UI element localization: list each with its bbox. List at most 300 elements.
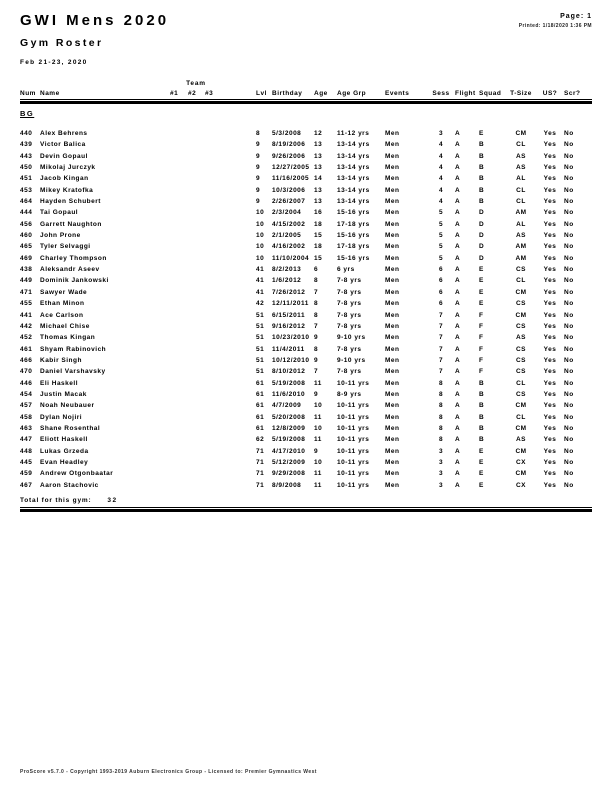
cell-num: 464 [20, 198, 33, 206]
cell-t1 [170, 402, 188, 413]
cell-tsize: AS [515, 334, 527, 342]
cell-t1 [170, 436, 188, 447]
cell-name: Tyler Selvaggi [40, 243, 91, 251]
cell-squad: E [479, 130, 484, 137]
cell-name: Noah Neubauer [40, 402, 95, 410]
cell-name: Kabir Singh [40, 356, 82, 364]
cell-scr: No [564, 130, 574, 137]
cell-agegrp: 9-10 yrs [337, 356, 366, 364]
cell-num: 470 [20, 368, 33, 376]
cell-events: Men [385, 186, 400, 194]
column-header-num: Num [20, 90, 36, 97]
cell-flight: A [455, 311, 461, 319]
cell-birthday: 11/16/2005 [272, 175, 310, 183]
cell-us: Yes [543, 458, 557, 466]
table-row [20, 391, 592, 402]
cell-squad: F [479, 368, 484, 376]
cell-tsize: AS [515, 436, 527, 444]
cell-tsize: CL [516, 277, 526, 285]
column-header-flight: Flight [455, 90, 476, 97]
printed-timestamp: Printed: 1/18/2020 1:36 PM [518, 23, 592, 29]
cell-tsize: CL [516, 379, 526, 387]
cell-flight: A [455, 481, 461, 489]
cell-sess: 8 [438, 402, 444, 410]
cell-sess: 4 [438, 186, 444, 194]
cell-events: Men [385, 232, 400, 240]
cell-num: 452 [20, 334, 33, 342]
cell-squad: B [479, 402, 485, 410]
cell-birthday: 5/20/2008 [272, 413, 306, 421]
event-date-range: Feb 21-23, 2020 [20, 59, 88, 66]
cell-t1 [170, 357, 188, 368]
gym-total-line [20, 497, 118, 504]
cell-birthday: 10/3/2006 [272, 186, 306, 194]
cell-sess: 4 [438, 198, 444, 206]
cell-birthday: 2/3/2004 [272, 209, 302, 217]
cell-t3 [205, 209, 256, 220]
cell-agegrp: 7-8 yrs [337, 345, 362, 353]
cell-birthday: 11/4/2011 [272, 345, 305, 353]
cell-sess: 3 [438, 481, 444, 489]
cell-events: Men [385, 288, 400, 296]
cell-name: Dominik Jankowski [40, 277, 109, 285]
cell-birthday: 8/19/2006 [272, 141, 306, 149]
cell-tsize: CS [515, 390, 527, 398]
cell-birthday: 4/17/2010 [272, 447, 306, 455]
cell-t1 [170, 334, 188, 345]
cell-agegrp: 13-14 yrs [337, 141, 370, 149]
cell-us: Yes [543, 232, 557, 240]
cell-lvl: 51 [256, 368, 265, 376]
cell-events: Men [385, 390, 400, 398]
cell-birthday: 8/10/2012 [272, 368, 306, 376]
column-header-birthday: Birthday [272, 90, 303, 97]
cell-tsize: CM [515, 311, 527, 319]
cell-name: Garrett Naughton [40, 220, 102, 228]
cell-lvl: 10 [256, 232, 265, 240]
cell-t2 [188, 459, 205, 470]
cell-tsize: CM [515, 402, 527, 410]
table-row [20, 334, 592, 345]
cell-name: Justin Macak [40, 390, 87, 398]
cell-agegrp: 10-11 yrs [337, 447, 370, 455]
cell-agegrp: 17-18 yrs [337, 243, 370, 251]
cell-events: Men [385, 243, 400, 251]
cell-lvl: 61 [256, 379, 265, 387]
cell-scr: No [564, 447, 574, 455]
cell-birthday: 4/16/2002 [272, 243, 306, 251]
cell-name: Tai Gopaul [40, 209, 79, 217]
cell-squad: B [479, 141, 485, 149]
cell-squad: B [479, 379, 485, 387]
cell-birthday: 10/23/2010 [272, 334, 310, 342]
cell-age: 11 [314, 481, 322, 489]
cell-squad: B [479, 164, 485, 172]
cell-lvl: 42 [256, 300, 265, 308]
cell-lvl: 61 [256, 413, 265, 421]
cell-flight: A [455, 458, 461, 466]
cell-tsize: AS [515, 164, 527, 172]
cell-squad: F [479, 334, 484, 342]
cell-name: Devin Gopaul [40, 152, 88, 160]
cell-lvl: 71 [256, 458, 265, 466]
cell-events: Men [385, 300, 400, 308]
table-row [20, 357, 592, 368]
column-header-agegrp: Age Grp [337, 90, 367, 97]
cell-scr: No [564, 209, 574, 217]
cell-t1 [170, 221, 188, 232]
cell-sess: 4 [438, 152, 444, 160]
cell-agegrp: 15-16 yrs [337, 232, 370, 240]
cell-name: Dylan Nojiri [40, 413, 83, 421]
cell-age: 8 [314, 277, 319, 285]
column-header-t3: #3 [205, 90, 214, 97]
cell-t2 [188, 436, 205, 447]
cell-lvl: 51 [256, 334, 265, 342]
cell-us: Yes [543, 368, 557, 376]
cell-age: 8 [314, 311, 319, 319]
cell-t2 [188, 425, 205, 436]
cell-flight: A [455, 288, 461, 296]
cell-name: Eli Haskell [40, 379, 79, 387]
gym-section-header: BG [20, 109, 35, 118]
cell-name: Shyam Rabinovich [40, 345, 107, 353]
cell-age: 13 [314, 164, 323, 172]
cell-sess: 8 [438, 424, 444, 432]
cell-events: Men [385, 413, 400, 421]
cell-squad: E [479, 470, 484, 478]
cell-age: 14 [314, 175, 323, 183]
cell-num: 469 [20, 254, 33, 262]
cell-t3 [205, 459, 256, 470]
cell-lvl: 10 [256, 243, 265, 251]
cell-us: Yes [543, 254, 557, 262]
cell-name: Eliott Haskell [40, 436, 88, 444]
cell-tsize: CX [515, 458, 527, 466]
cell-tsize: CL [516, 198, 526, 206]
cell-scr: No [564, 402, 574, 410]
cell-t2 [188, 266, 205, 277]
cell-age: 7 [314, 322, 319, 330]
cell-age: 18 [314, 220, 323, 228]
cell-scr: No [564, 334, 574, 342]
cell-us: Yes [543, 152, 557, 160]
cell-sess: 7 [438, 368, 444, 376]
column-header-age: Age [314, 90, 328, 97]
cell-us: Yes [543, 436, 557, 444]
cell-t3 [205, 266, 256, 277]
cell-lvl: 61 [256, 402, 265, 410]
cell-us: Yes [543, 402, 557, 410]
cell-birthday: 12/11/2011 [272, 300, 309, 308]
cell-flight: A [455, 141, 461, 149]
cell-age: 11 [314, 379, 322, 387]
cell-sess: 7 [438, 356, 444, 364]
cell-t3 [205, 334, 256, 345]
cell-scr: No [564, 186, 574, 194]
cell-t3 [205, 346, 256, 357]
cell-flight: A [455, 436, 461, 444]
cell-birthday: 8/9/2008 [272, 481, 302, 489]
cell-t2 [188, 221, 205, 232]
cell-num: 443 [20, 152, 33, 160]
cell-lvl: 71 [256, 470, 265, 478]
cell-num: 449 [20, 277, 33, 285]
cell-squad: D [479, 254, 485, 262]
cell-sess: 4 [438, 175, 444, 183]
cell-num: 466 [20, 356, 33, 364]
cell-flight: A [455, 130, 461, 137]
cell-sess: 8 [438, 379, 444, 387]
cell-squad: E [479, 481, 484, 489]
table-row [20, 482, 592, 493]
cell-birthday: 5/3/2008 [272, 130, 302, 137]
cell-num: 457 [20, 402, 33, 410]
cell-events: Men [385, 424, 400, 432]
cell-t3 [205, 141, 256, 152]
cell-name: Alex Behrens [40, 130, 88, 137]
cell-squad: E [479, 266, 484, 274]
table-row [20, 289, 592, 300]
cell-squad: B [479, 198, 485, 206]
team-column-group-header: Team [186, 80, 206, 87]
cell-t3 [205, 425, 256, 436]
cell-t3 [205, 300, 256, 311]
cell-birthday: 9/26/2006 [272, 152, 306, 160]
cell-us: Yes [543, 198, 557, 206]
cell-t2 [188, 334, 205, 345]
cell-lvl: 51 [256, 356, 265, 364]
cell-squad: B [479, 152, 485, 160]
cell-sess: 7 [438, 345, 444, 353]
cell-events: Men [385, 402, 400, 410]
cell-name: Charley Thompson [40, 254, 107, 262]
cell-squad: F [479, 311, 484, 319]
cell-age: 16 [314, 209, 323, 217]
cell-age: 9 [314, 390, 319, 398]
cell-sess: 3 [438, 447, 444, 455]
cell-us: Yes [543, 266, 557, 274]
cell-squad: E [479, 277, 484, 285]
cell-t3 [205, 255, 256, 266]
cell-events: Men [385, 470, 400, 478]
cell-num: 438 [20, 266, 33, 274]
cell-flight: A [455, 152, 461, 160]
cell-agegrp: 11-12 yrs [337, 130, 370, 137]
cell-t3 [205, 402, 256, 413]
cell-t2 [188, 187, 205, 198]
cell-us: Yes [543, 209, 557, 217]
table-row [20, 425, 592, 436]
cell-t1 [170, 346, 188, 357]
cell-t2 [188, 153, 205, 164]
cell-tsize: AM [515, 254, 527, 262]
cell-scr: No [564, 152, 574, 160]
cell-flight: A [455, 413, 461, 421]
cell-squad: D [479, 232, 485, 240]
cell-t3 [205, 368, 256, 379]
cell-num: 442 [20, 322, 33, 330]
cell-age: 18 [314, 243, 323, 251]
cell-t1 [170, 277, 188, 288]
cell-age: 13 [314, 186, 323, 194]
table-row [20, 380, 592, 391]
cell-name: Andrew Otgonbaatar [40, 470, 114, 478]
cell-us: Yes [543, 322, 557, 330]
cell-num: 439 [20, 141, 33, 149]
cell-agegrp: 7-8 yrs [337, 311, 362, 319]
cell-scr: No [564, 379, 574, 387]
cell-agegrp: 15-16 yrs [337, 254, 370, 262]
cell-scr: No [564, 220, 574, 228]
cell-name: John Prone [40, 232, 81, 240]
cell-t1 [170, 289, 188, 300]
cell-birthday: 2/1/2005 [272, 232, 302, 240]
cell-events: Men [385, 356, 400, 364]
cell-events: Men [385, 311, 400, 319]
cell-lvl: 9 [256, 141, 261, 149]
cell-events: Men [385, 458, 400, 466]
cell-num: 459 [20, 470, 33, 478]
column-header-sess: Sess [432, 90, 450, 97]
cell-squad: E [479, 300, 484, 308]
cell-scr: No [564, 424, 574, 432]
cell-tsize: AM [515, 243, 527, 251]
table-row [20, 266, 592, 277]
cell-lvl: 61 [256, 390, 265, 398]
cell-agegrp: 10-11 yrs [337, 402, 370, 410]
cell-age: 8 [314, 300, 319, 308]
cell-agegrp: 10-11 yrs [337, 436, 370, 444]
cell-lvl: 8 [256, 130, 261, 137]
cell-squad: D [479, 209, 485, 217]
cell-birthday: 9/16/2012 [272, 322, 306, 330]
cell-agegrp: 7-8 yrs [337, 368, 362, 376]
cell-tsize: AS [515, 232, 527, 240]
cell-t2 [188, 470, 205, 481]
cell-events: Men [385, 266, 400, 274]
cell-agegrp: 13-14 yrs [337, 152, 370, 160]
cell-scr: No [564, 356, 574, 364]
cell-us: Yes [543, 413, 557, 421]
cell-sess: 7 [438, 322, 444, 330]
cell-t3 [205, 436, 256, 447]
cell-num: 451 [20, 175, 33, 183]
table-row [20, 187, 592, 198]
cell-t1 [170, 380, 188, 391]
cell-sess: 5 [438, 220, 444, 228]
cell-events: Men [385, 198, 400, 206]
cell-events: Men [385, 447, 400, 455]
cell-age: 13 [314, 141, 323, 149]
cell-num: 471 [20, 288, 33, 296]
cell-scr: No [564, 436, 574, 444]
cell-num: 467 [20, 481, 33, 489]
cell-events: Men [385, 130, 400, 137]
cell-t1 [170, 255, 188, 266]
cell-squad: F [479, 345, 484, 353]
cell-age: 10 [314, 424, 323, 432]
cell-t1 [170, 425, 188, 436]
cell-name: Daniel Varshavsky [40, 368, 106, 376]
cell-age: 11 [314, 436, 322, 444]
cell-t1 [170, 391, 188, 402]
table-row [20, 448, 592, 459]
cell-num: 456 [20, 220, 33, 228]
cell-age: 7 [314, 368, 319, 376]
cell-sess: 6 [438, 300, 444, 308]
cell-squad: B [479, 413, 485, 421]
cell-lvl: 9 [256, 198, 261, 206]
table-row [20, 153, 592, 164]
column-header-scr: Scr? [564, 90, 581, 97]
cell-agegrp: 7-8 yrs [337, 277, 362, 285]
cell-lvl: 71 [256, 481, 265, 489]
table-row [20, 300, 592, 311]
page-number-label: Page: 1 [560, 13, 592, 20]
cell-flight: A [455, 266, 461, 274]
table-row [20, 130, 592, 141]
cell-birthday: 6/15/2011 [272, 311, 306, 319]
cell-lvl: 51 [256, 311, 265, 319]
cell-birthday: 7/26/2012 [272, 288, 306, 296]
cell-t2 [188, 141, 205, 152]
cell-agegrp: 9-10 yrs [337, 334, 366, 342]
cell-squad: B [479, 175, 485, 183]
cell-t2 [188, 277, 205, 288]
cell-t3 [205, 312, 256, 323]
cell-squad: E [479, 447, 484, 455]
cell-tsize: AM [515, 209, 527, 217]
proscore-footer: ProScore v5.7.0 - Copyright 1993-2019 Auburn Electronics Group - Licensed to: Premier Gymnastics West [20, 769, 317, 775]
cell-tsize: CS [515, 300, 527, 308]
cell-flight: A [455, 424, 461, 432]
cell-tsize: AL [516, 220, 526, 228]
cell-t2 [188, 300, 205, 311]
cell-t1 [170, 209, 188, 220]
cell-birthday: 10/12/2010 [272, 356, 310, 364]
cell-flight: A [455, 368, 461, 376]
cell-scr: No [564, 288, 574, 296]
cell-tsize: CL [516, 186, 526, 194]
cell-t3 [205, 130, 256, 141]
cell-lvl: 41 [256, 266, 265, 274]
cell-name: Ethan Minon [40, 300, 85, 308]
cell-flight: A [455, 220, 461, 228]
cell-us: Yes [543, 481, 557, 489]
cell-age: 15 [314, 254, 323, 262]
cell-t1 [170, 153, 188, 164]
column-header-tsize: T-Size [510, 90, 532, 97]
cell-t1 [170, 368, 188, 379]
cell-scr: No [564, 368, 574, 376]
cell-name: Victor Balica [40, 141, 86, 149]
cell-flight: A [455, 447, 461, 455]
cell-age: 11 [314, 470, 322, 478]
cell-flight: A [455, 243, 461, 251]
cell-num: 463 [20, 424, 33, 432]
column-header-squad: Squad [479, 90, 502, 97]
cell-t1 [170, 164, 188, 175]
cell-birthday: 11/6/2010 [272, 390, 306, 398]
cell-num: 447 [20, 436, 33, 444]
cell-squad: D [479, 243, 485, 251]
cell-t2 [188, 346, 205, 357]
cell-us: Yes [543, 141, 557, 149]
cell-age: 13 [314, 198, 323, 206]
cell-events: Men [385, 322, 400, 330]
cell-lvl: 41 [256, 277, 265, 285]
